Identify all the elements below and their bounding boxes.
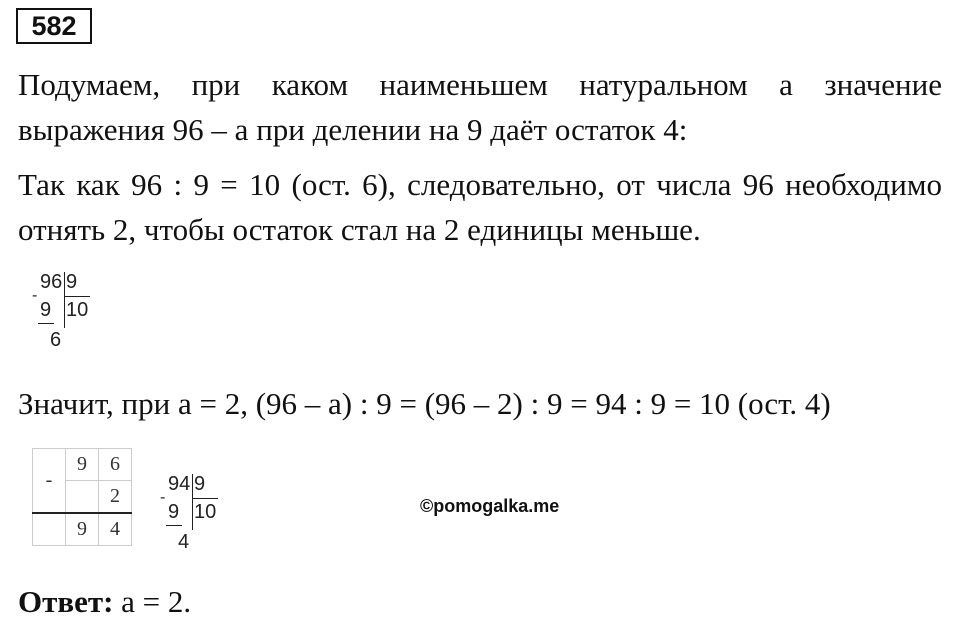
- division-underline: [166, 525, 182, 526]
- grid-cell: 6: [99, 449, 132, 481]
- problem-number: 582: [16, 8, 92, 44]
- division-divisor: 9: [66, 271, 78, 293]
- division-remainder: 4: [178, 531, 190, 553]
- long-division-2: [158, 470, 238, 560]
- division-vertical-bar: [64, 272, 65, 328]
- answer-value: а = 2.: [113, 584, 192, 619]
- division-subtrahend: 9: [40, 299, 52, 321]
- grid-cell: 4: [99, 513, 132, 546]
- division-underline: [38, 323, 54, 324]
- division-subtrahend: 9: [168, 501, 180, 523]
- division-minus: -: [160, 489, 166, 506]
- division-remainder: 6: [50, 329, 62, 351]
- subtraction-grid: [32, 448, 132, 546]
- division-minus: -: [32, 287, 38, 304]
- division-dividend: 94: [168, 473, 191, 495]
- division-dividend: 96: [40, 271, 63, 293]
- grid-cell: [33, 513, 66, 546]
- grid-row: [33, 449, 132, 481]
- division-quotient: 10: [194, 501, 217, 523]
- grid-row: [33, 513, 132, 546]
- problem-paragraph-2: Так как 96 : 9 = 10 (ост. 6), следовательно, от числа 96 необходимо отнять 2, чтобы остаток стал на 2 единицы меньше.: [18, 167, 942, 247]
- watermark: ©pomogalka.me: [420, 496, 560, 516]
- answer-line: [18, 582, 191, 622]
- division-quotient-bar: [192, 498, 218, 499]
- conclusion-line: Значит, при а = 2, (96 – а) : 9 = (96 – 2) : 9 = 94 : 9 = 10 (ост. 4): [18, 386, 831, 421]
- answer-label: Ответ:: [18, 584, 114, 619]
- grid-cell: 2: [99, 481, 132, 514]
- problem-paragraph-1: Подумаем, при каком наименьшем натуральном а значение выражения 96 – а при делении на 9 даёт остаток 4:: [18, 67, 942, 147]
- division-quotient: 10: [66, 299, 89, 321]
- long-division-1: [30, 268, 110, 358]
- grid-minus: -: [33, 449, 66, 514]
- division-divisor: 9: [194, 473, 206, 495]
- division-quotient-bar: [64, 296, 90, 297]
- grid-cell: 9: [66, 449, 99, 481]
- grid-cell: 9: [66, 513, 99, 546]
- division-vertical-bar: [192, 474, 193, 530]
- grid-cell: [66, 481, 99, 514]
